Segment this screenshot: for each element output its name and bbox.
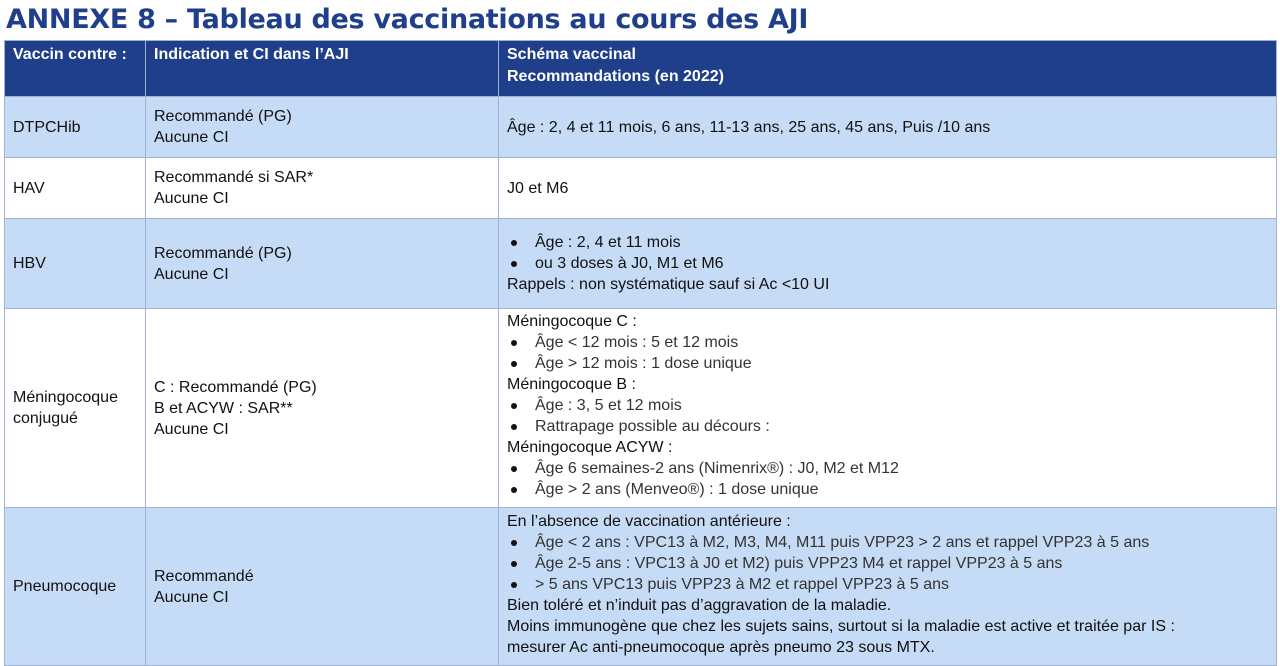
header-schema-line2: Recommandations (en 2022) [507,68,724,85]
header-indication: Indication et CI dans l’AJI [146,41,499,97]
bullet-list [507,395,1268,437]
schema-cell: Âge : 2, 4 et 11 mois, 6 ans, 11-13 ans, 25 ans, 45 ans, Puis /10 ans [499,97,1277,158]
indication-line: Recommandé (PG) [154,244,292,262]
bullet-list [507,332,1268,374]
bullet-list [507,232,1268,274]
table-header-row [5,41,1277,97]
list-item: Âge < 12 mois : 5 et 12 mois [507,332,1268,353]
header-schema-line1: Schéma vaccinal [507,46,636,63]
indication-line: Aucune CI [154,265,229,283]
vaccine-cell: DTPCHib [5,97,146,158]
indication-line: Aucune CI [154,129,229,146]
indication-line: Aucune CI [154,588,229,606]
group-heading: Méningocoque B : [507,376,636,393]
list-item: Âge > 2 ans (Menveo®) : 1 dose unique [507,479,1268,500]
indication-cell [146,97,499,158]
table-row-hbv [5,219,1277,309]
indication-cell [146,219,499,309]
list-item: > 5 ans VPC13 puis VPP23 à M2 et rappel VPP23 à 5 ans [507,574,1268,595]
group-heading: En l’absence de vaccination antérieure : [507,513,791,530]
indication-line: Aucune CI [154,420,229,438]
indication-line: B et ACYW : SAR** [154,399,293,417]
vaccine-line: Méningocoque [13,389,118,406]
indication-line: Recommandé [154,567,254,585]
schema-note: Rappels : non systématique sauf si Ac <10 UI [507,276,830,293]
group-heading: Méningocoque C : [507,313,637,330]
page-title: ANNEXE 8 – Tableau des vaccinations au cours des AJI [6,4,809,35]
vaccination-table [4,40,1277,666]
vaccine-cell: HAV [5,158,146,219]
header-schema [499,41,1277,97]
bullet-list [507,532,1268,595]
schema-cell: J0 et M6 [499,158,1277,219]
header-vaccine: Vaccin contre : [5,41,146,97]
list-item: Âge > 12 mois : 1 dose unique [507,353,1268,374]
indication-cell [146,158,499,219]
vaccine-line: conjugué [13,410,78,427]
list-item: Âge : 2, 4 et 11 mois [507,232,1268,253]
table-row-meningocoque [5,309,1277,508]
indication-cell [146,309,499,508]
bullet-list [507,458,1268,500]
table-row-dtpchib [5,97,1277,158]
vaccine-cell: Pneumocoque [5,508,146,666]
indication-line: Recommandé (PG) [154,108,292,125]
indication-line: C : Recommandé (PG) [154,378,317,396]
schema-note: Bien toléré et n’induit pas d’aggravation de la maladie. [507,597,892,614]
list-item: Âge < 2 ans : VPC13 à M2, M3, M4, M11 puis VPP23 > 2 ans et rappel VPP23 à 5 ans [507,532,1268,553]
list-item: Rattrapage possible au décours : [507,416,1268,437]
schema-note: Moins immunogène que chez les sujets sains, surtout si la maladie est active et traitée par IS : [507,618,1175,635]
table-row-pneumocoque [5,508,1277,666]
list-item: Âge 2-5 ans : VPC13 à J0 et M2) puis VPP23 M4 et rappel VPP23 à 5 ans [507,553,1268,574]
indication-cell [146,508,499,666]
schema-cell [499,309,1277,508]
table-row-hav [5,158,1277,219]
schema-cell [499,219,1277,309]
list-item: ou 3 doses à J0, M1 et M6 [507,253,1268,274]
vaccine-cell: HBV [5,219,146,309]
vaccine-cell [5,309,146,508]
list-item: Âge 6 semaines-2 ans (Nimenrix®) : J0, M2 et M12 [507,458,1268,479]
schema-cell [499,508,1277,666]
schema-note: mesurer Ac anti-pneumocoque après pneumo 23 sous MTX. [507,639,935,656]
indication-line: Recommandé si SAR* [154,169,314,186]
group-heading: Méningocoque ACYW : [507,439,673,456]
list-item: Âge : 3, 5 et 12 mois [507,395,1268,416]
indication-line: Aucune CI [154,190,229,207]
